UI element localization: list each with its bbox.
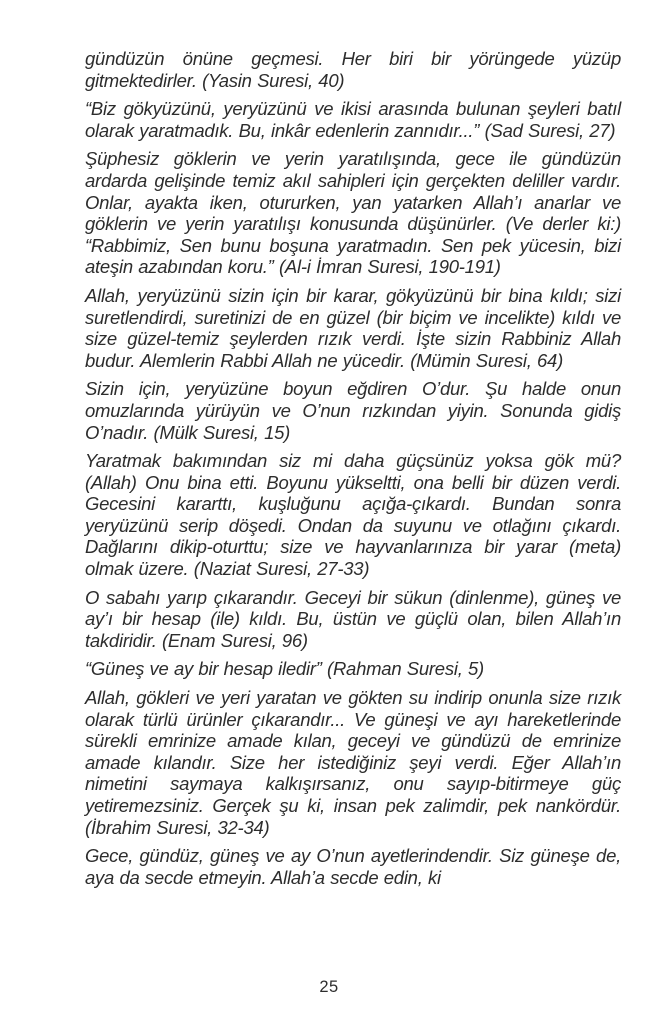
body-paragraph: Gece, gündüz, güneş ve ay O’nun ayetlerindendir. Siz güneşe de, aya da secde etmeyin. Allah’a secde edin, ki — [85, 845, 621, 888]
body-paragraph: “Biz gökyüzünü, yeryüzünü ve ikisi arasında bulunan şeyleri batıl olarak yaratmadık. Bu, inkâr edenlerin zannıdır...” (Sad Suresi, 27) — [85, 98, 621, 141]
body-paragraph: Şüphesiz göklerin ve yerin yaratılışında, gece ile gündüzün ardarda gelişinde temiz akıl sahipleri için gerçekten deliller vardır. Onlar, ayakta iken, otururken, yan yatarken Allah’ı anarlar ve göklerin ve yerin yaratılışı konusunda düşünürler. (Ve derler ki:) “Rabbimiz, Sen bunu boşuna yaratmadın. Sen pek yücesin, bizi ateşin azabından koru.” (Al-i İmran Suresi, 190-191) — [85, 148, 621, 278]
body-paragraph: Yaratmak bakımından siz mi daha güçsünüz yoksa gök mü? (Allah) Onu bina etti. Boyunu yükseltti, ona belli bir düzen verdi. Gecesini kararttı, kuşluğunu açığa-çıkardı. Bundan sonra yeryüzünü serip döşedi. Ondan da suyunu ve otlağını çıkardı. Dağlarını dikip-oturttu; size ve hayvanlarınıza bir yarar (meta) olmak üzere. (Naziat Suresi, 27-33) — [85, 450, 621, 580]
body-paragraph: Allah, yeryüzünü sizin için bir karar, gökyüzünü bir bina kıldı; sizi suretlendirdi, suretinizi de en güzel (bir biçim ve incelikte) kıldı ve size güzel-temiz şeylerden rızık verdi. İşte sizin Rabbiniz Allah budur. Alemlerin Rabbi Allah ne yücedir. (Mümin Suresi, 64) — [85, 284, 621, 371]
body-paragraph: Sizin için, yeryüzüne boyun eğdiren O’dur. Şu halde onun omuzlarında yürüyün ve O’nun rızkından yiyin. Sonunda gidiş O’nadır. (Mülk Suresi, 15) — [85, 378, 621, 443]
body-paragraph: O sabahı yarıp çıkarandır. Geceyi bir sükun (dinlenme), güneş ve ay’ı bir hesap (ile) kıldı. Bu, üstün ve güçlü olan, bilen Allah’ın takdiridir. (Enam Suresi, 96) — [85, 586, 621, 651]
page-number: 25 — [319, 978, 339, 996]
text-column — [85, 48, 621, 895]
body-paragraph: gündüzün önüne geçmesi. Her biri bir yörüngede yüzüp gitmektedirler. (Yasin Suresi, 40) — [85, 48, 621, 91]
body-paragraph: Allah, gökleri ve yeri yaratan ve gökten su indirip onunla size rızık olarak türlü ürünler çıkarandır... Ve güneşi ve ayı hareketlerinde sürekli emrinize amade kılan, geceyi ve gündüzü de emrinize amade kılandır. Size her istediğiniz şeyi verdi. Eğer Allah’ın nimetini saymaya kalkışırsanız, onu sayıp-bitirmeye güç yetiremezsiniz. Gerçek şu ki, insan pek zalimdir, pek nankördür. (İbrahim Suresi, 32-34) — [85, 687, 621, 838]
body-paragraph: “Güneş ve ay bir hesap iledir” (Rahman Suresi, 5) — [85, 658, 484, 680]
